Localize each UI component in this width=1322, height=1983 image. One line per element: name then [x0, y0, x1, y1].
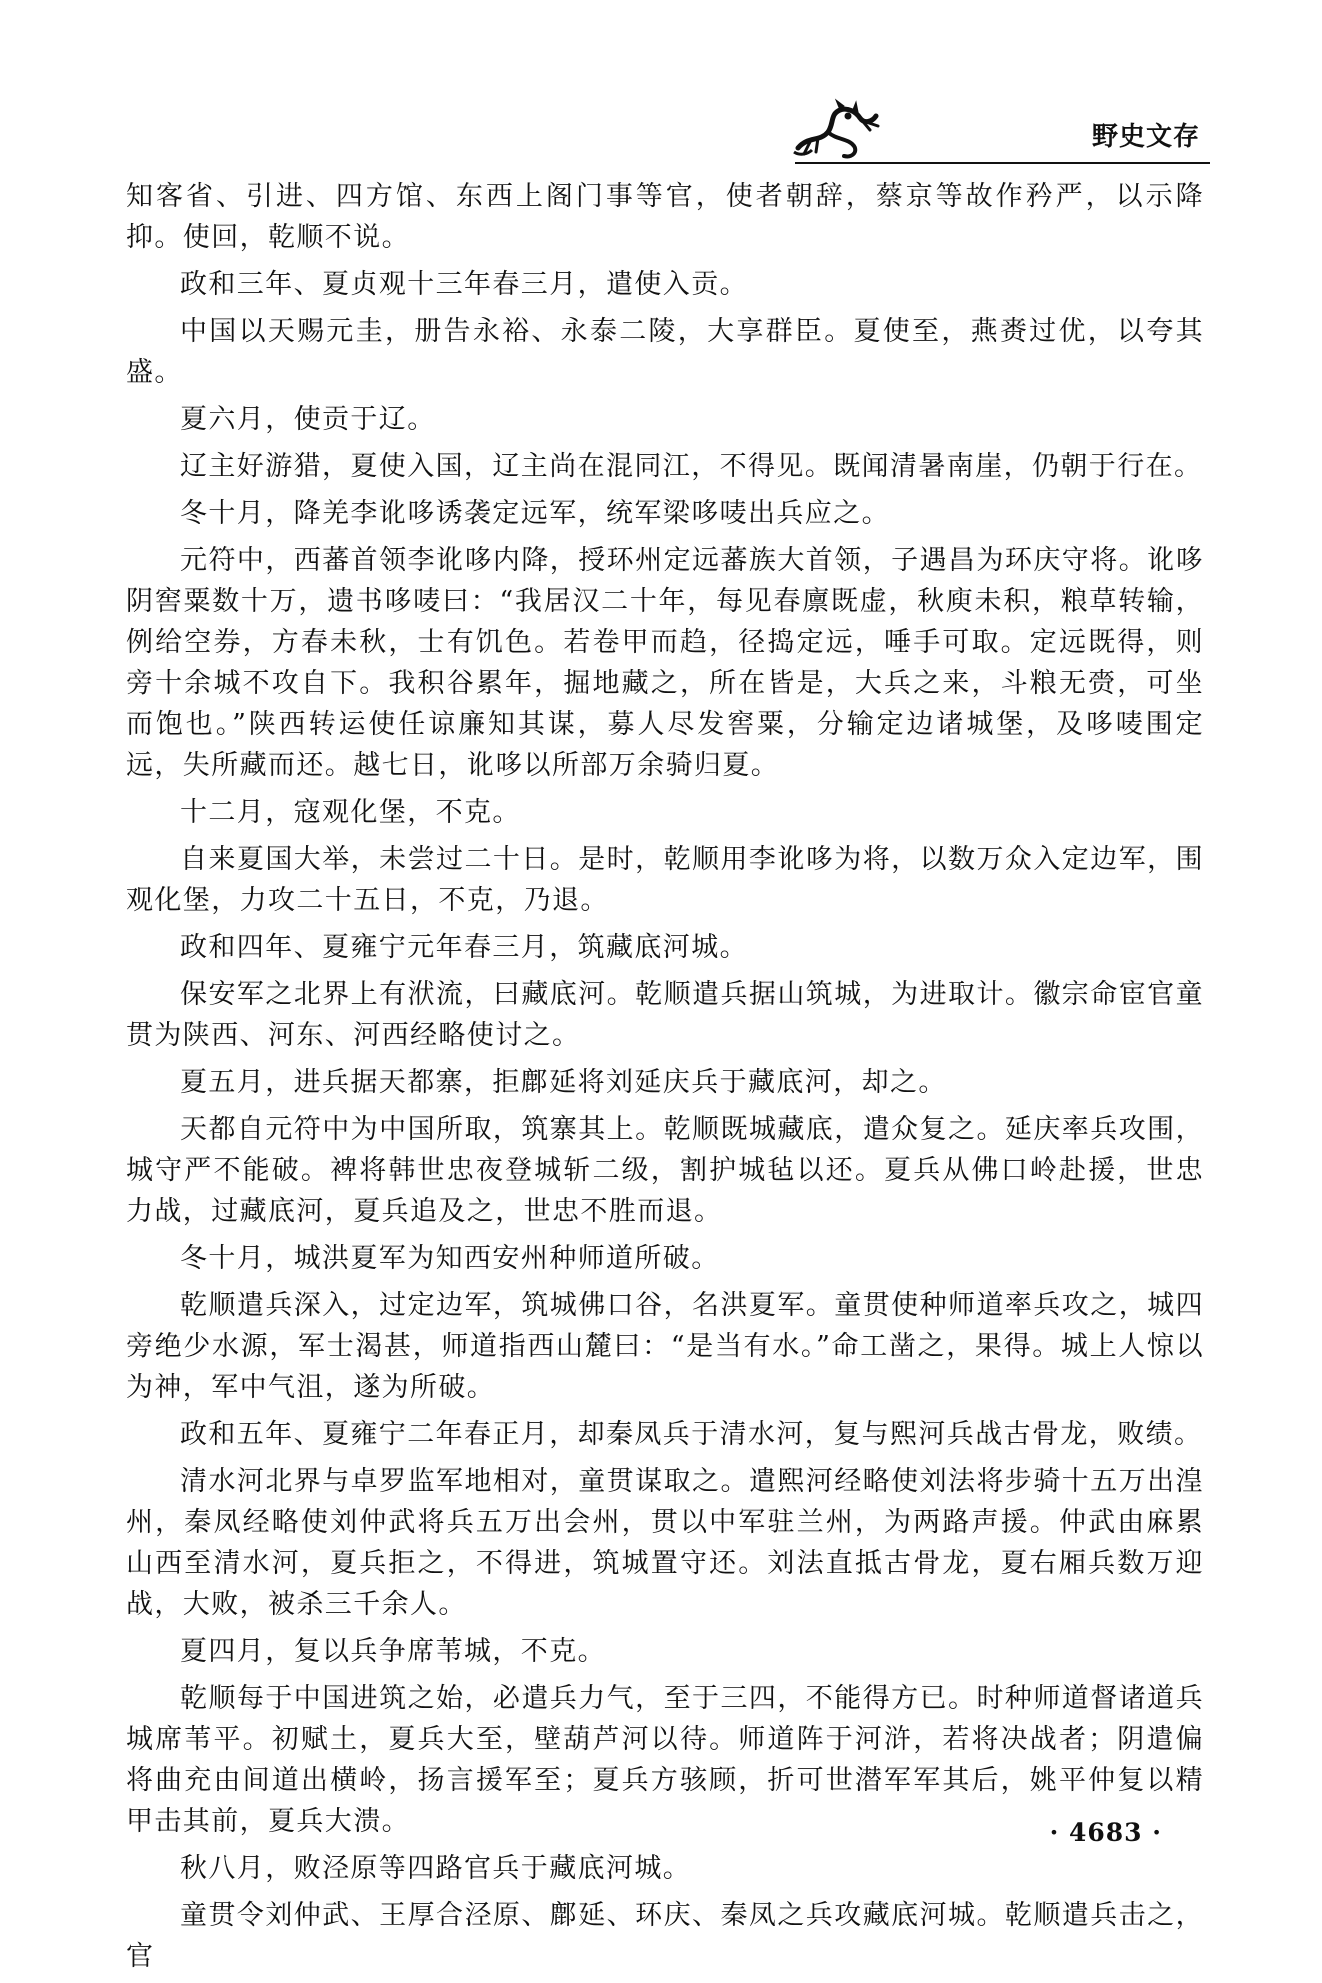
- entry-heading: 夏四月，复以兵争席苇城，不克。: [180, 1636, 606, 1667]
- entry-heading: 夏五月，进兵据天都寨，拒鄜延将刘延庆兵于藏底河，却之。: [180, 1067, 947, 1098]
- paragraph: 童贯令刘仲武、王厚合泾原、鄜延、环庆、秦凤之兵攻藏底河城。乾顺遣兵击之，官: [126, 1900, 1204, 1972]
- header-rule: [795, 162, 1210, 164]
- paragraph: 中国以天赐元圭，册告永裕、永泰二陵，大享群臣。夏使至，燕赉过优，以夸其盛。: [126, 316, 1204, 388]
- page-number: · 4683 ·: [1049, 1818, 1162, 1847]
- running-header: [790, 96, 1210, 166]
- paragraph: 知客省、引进、四方馆、东西上阁门事等官，使者朝辞，蔡京等故作矜严，以示降抑。使回，乾顺不说。: [126, 181, 1204, 253]
- paragraph: 清水河北界与卓罗监军地相对，童贯谋取之。遣熙河经略使刘法将步骑十五万出湟州，秦凤经略使刘仲武将兵五万出会州，贯以中军驻兰州，为两路声援。仲武由麻累山西至清水河，夏兵拒之，不得进，筑城置守还。刘法直抵古骨龙，夏右厢兵数万迎战，大败，被杀三千余人。: [126, 1466, 1204, 1620]
- entry-heading: 秋八月，败泾原等四路官兵于藏底河城。: [180, 1853, 692, 1884]
- entry-heading: 政和三年、夏贞观十三年春三月，遣使入贡。: [180, 269, 748, 300]
- paragraph: 乾顺每于中国进筑之始，必遣兵力气，至于三四，不能得方已。时种师道督诸道兵城席苇平。初赋土，夏兵大至，壁葫芦河以待。师道阵于河浒，若将决战者；阴遣偏将曲充由间道出横岭，扬言援军至；夏兵方骇顾，折可世潜军军其后，姚平仲复以精甲击其前，夏兵大溃。: [126, 1683, 1204, 1837]
- entry-heading: 政和五年、夏雍宁二年春正月，却秦凤兵于清水河，复与熙河兵战古骨龙，败绩。: [180, 1419, 1203, 1450]
- running-title: 野史文存: [1091, 122, 1200, 152]
- paragraph: 乾顺遣兵深入，过定边军，筑城佛口谷，名洪夏军。童贯使种师道率兵攻之，城四旁绝少水源，军士渴甚，师道指西山麓曰：“是当有水。”命工凿之，果得。城上人惊以为神，军中气沮，遂为所破。: [126, 1290, 1204, 1403]
- entry-heading: 冬十月，城洪夏军为知西安州种师道所破。: [180, 1243, 720, 1274]
- paragraph: 保安军之北界上有洑流，曰藏底河。乾顺遣兵据山筑城，为进取计。徽宗命宦官童贯为陕西、河东、河西经略使讨之。: [126, 979, 1204, 1051]
- body-text: [126, 176, 1204, 1983]
- entry-heading: 十二月，寇观化堡，不克。: [180, 797, 521, 828]
- paragraph: 自来夏国大举，未尝过二十日。是时，乾顺用李讹哆为将，以数万众入定边军，围观化堡，力攻二十五日，不克，乃退。: [126, 844, 1204, 916]
- entry-heading: 冬十月，降羌李讹哆诱袭定远军，统军梁哆唛出兵应之。: [180, 498, 890, 529]
- paragraph: 天都自元符中为中国所取，筑寨其上。乾顺既城藏底，遣众复之。延庆率兵攻围，城守严不能破。裨将韩世忠夜登城斩二级，割护城毡以还。夏兵从佛口岭赴援，世忠力战，过藏底河，夏兵追及之，世忠不胜而退。: [126, 1114, 1204, 1227]
- paragraph: 元符中，西蕃首领李讹哆内降，授环州定远蕃族大首领，子遇昌为环庆守将。讹哆阴窖粟数十万，遗书哆唛曰：“我居汉二十年，每见春廪既虚，秋庾未积，粮草转输，例给空券，方春未秋，士有饥色。若卷甲而趋，径捣定远，唾手可取。定远既得，则旁十余城不攻自下。我积谷累年，掘地藏之，所在皆是，大兵之来，斗粮无赍，可坐而饱也。”陕西转运使任谅廉知其谋，募人尽发窖粟，分输定边诸城堡，及哆唛围定远，失所藏而还。越七日，讹哆以所部万余骑归夏。: [126, 545, 1204, 781]
- paragraph: 辽主好游猎，夏使入国，辽主尚在混同江，不得见。既闻清暑南崖，仍朝于行在。: [180, 451, 1203, 482]
- entry-heading: 政和四年、夏雍宁元年春三月，筑藏底河城。: [180, 932, 748, 963]
- dragon-icon: [790, 96, 880, 166]
- entry-heading: 夏六月，使贡于辽。: [180, 404, 436, 435]
